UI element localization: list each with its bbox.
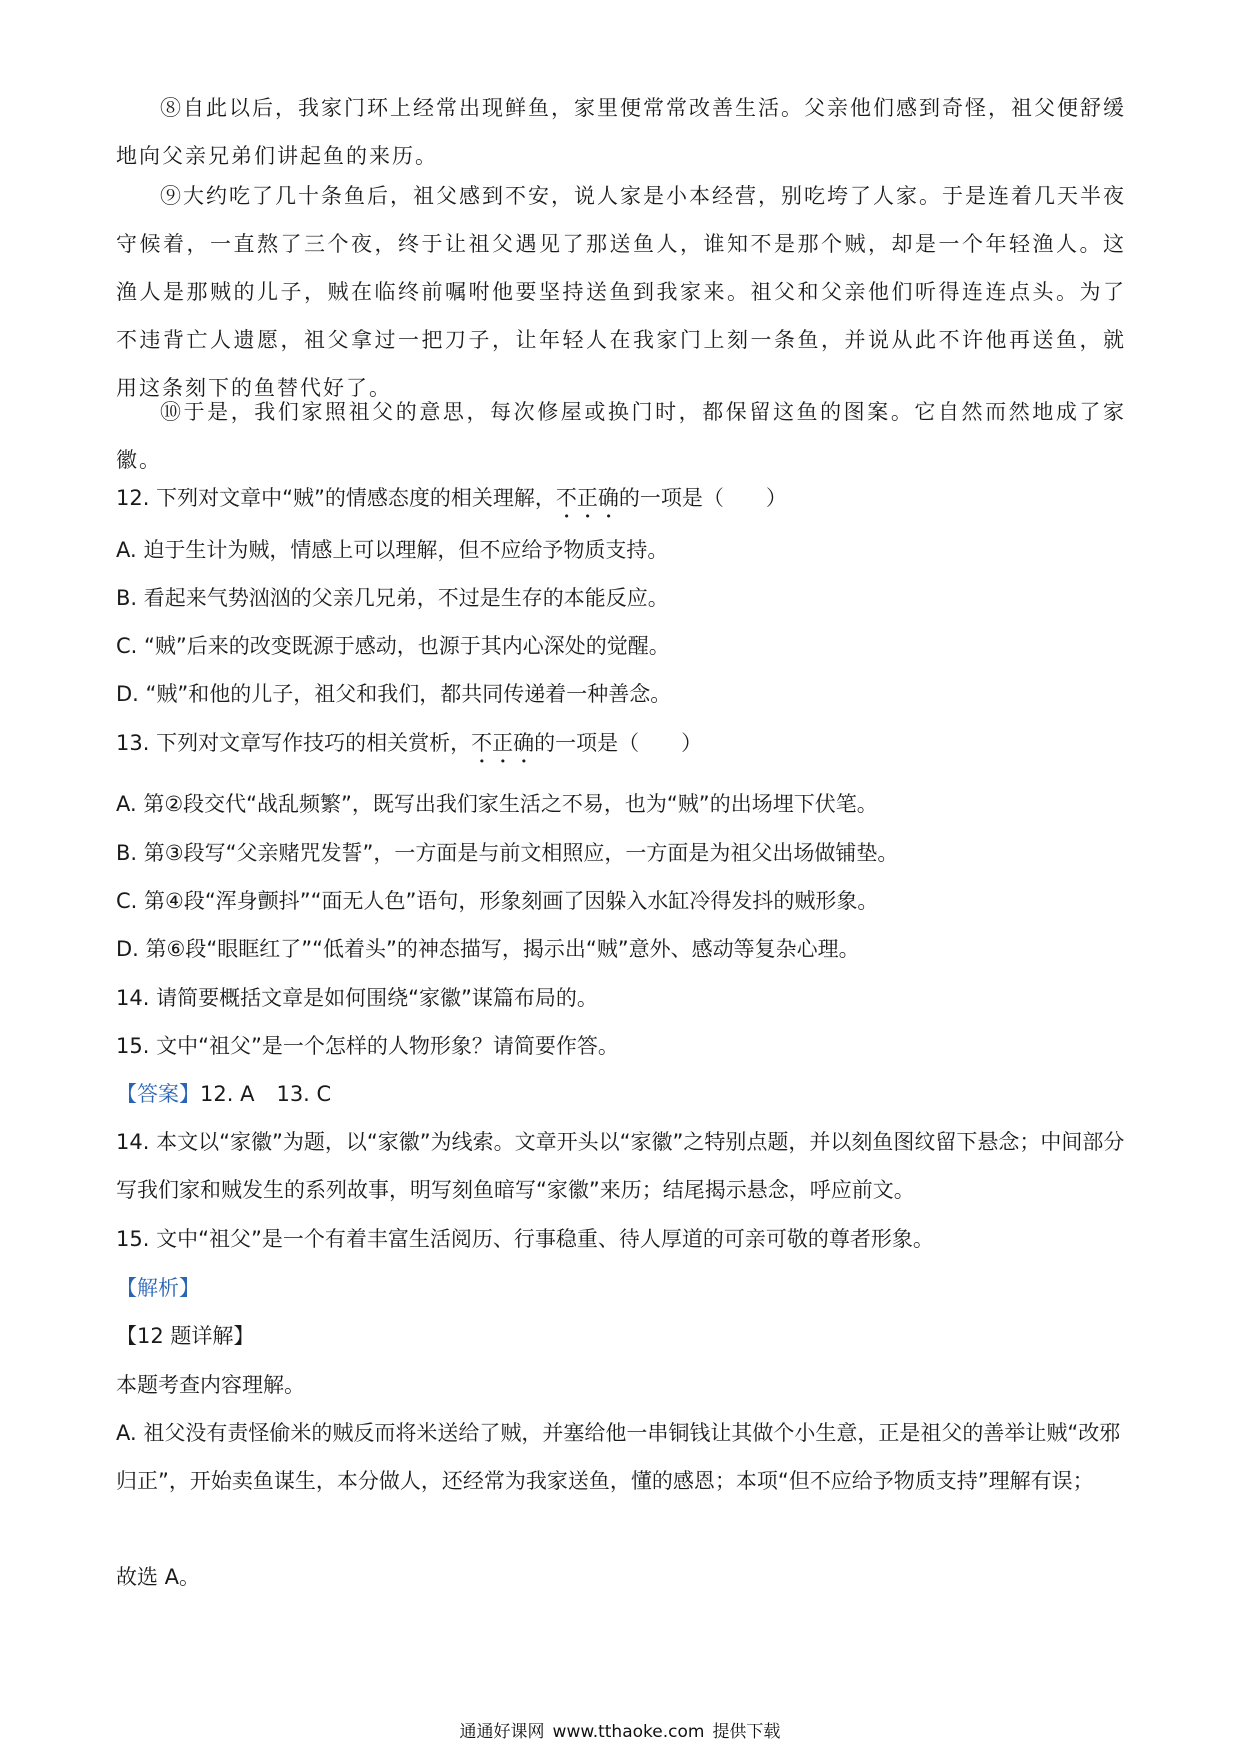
question-13-option-b: B. 第③段写“父亲赌咒发誓”，一方面是与前文相照应，一方面是为祖父出场做铺垫。 <box>116 841 899 865</box>
footer-suffix: 提供下载 <box>712 1722 781 1742</box>
question-13-option-d: D. 第⑥段“眼眶红了”“低着头”的神态描写，揭示出“贼”意外、感动等复杂心理。 <box>116 937 860 961</box>
question-13-stem-before: 13. 下列对文章写作技巧的相关赏析， <box>116 731 472 755</box>
question-12-stem-before: 12. 下列对文章中“贼”的情感态度的相关理解， <box>116 486 556 510</box>
passage-paragraph-9: ⑨大约吃了几十条鱼后，祖父感到不安，说人家是小本经营，别吃垮了人家。于是连着几天半夜守候着，一直熬了三个夜，终于让祖父遇见了那送鱼人，谁知不是那个贼，却是一个年轻渔人。这渔人是那贼的儿子，贼在临终前嘱咐他要坚持送鱼到我家来。祖父和父亲他们听得连连点头。为了不违背亡人遗愿，祖父拿过一把刀子，让年轻人在我家门上刻一条鱼，并说从此不许他再送鱼，就用这条刻下的鱼替代好了。 <box>116 184 1126 400</box>
question-12-stem-emphasis: 不正确 <box>555 486 619 510</box>
analysis-label: 【解析】 <box>116 1276 200 1300</box>
question-12-option-c: C. “贼”后来的改变既源于感动，也源于其内心深处的觉醒。 <box>116 634 670 658</box>
answer-15: 15. 文中“祖父”是一个有着丰富生活阅历、行事稳重、待人厚道的可亲可敬的尊者形象。 <box>116 1227 934 1251</box>
footer-url[interactable]: www.tthaoke.com <box>552 1722 705 1742</box>
question-13-stem-emphasis: 不正确 <box>471 731 535 755</box>
question-13-stem-after: 的一项是（ ） <box>534 731 703 755</box>
analysis-detail: A. 祖父没有责怪偷米的贼反而将米送给了贼，并塞给他一串铜钱让其做个小生意，正是祖父的善举让贼“改邪归正”，开始卖鱼谋生，本分做人，还经常为我家送鱼，懂的感恩；本项“但不应给予物质支持”理解有误； <box>116 1421 1121 1493</box>
passage-paragraph-8: ⑧自此以后，我家门环上经常出现鲜鱼，家里便常常改善生活。父亲他们感到奇怪，祖父便舒缓地向父亲兄弟们讲起鱼的来历。 <box>116 96 1126 168</box>
answer-12: 12. A <box>200 1082 255 1106</box>
question-13-option-a: A. 第②段交代“战乱频繁”，既写出我们家生活之不易，也为“贼”的出场埋下伏笔。 <box>116 792 878 816</box>
analysis-heading: 【12 题详解】 <box>116 1324 255 1348</box>
question-15: 15. 文中“祖父”是一个怎样的人物形象？请简要作答。 <box>116 1034 619 1058</box>
page-footer <box>0 1720 1240 1744</box>
question-13-stem <box>116 728 702 768</box>
question-12-option-d: D. “贼”和他的儿子，祖父和我们，都共同传递着一种善念。 <box>116 682 672 706</box>
answer-14: 14. 本文以“家徽”为题，以“家徽”为线索。文章开头以“家徽”之特别点题，并以刻鱼图纹留下悬念；中间部分写我们家和贼发生的系列故事，明写刻鱼暗写“家徽”来历；结尾揭示悬念，呼应前文。 <box>116 1130 1125 1202</box>
answer-13: 13. C <box>276 1082 332 1106</box>
answer-line <box>116 1079 331 1109</box>
question-13-option-c: C. 第④段“浑身颤抖”“面无人色”语句，形象刻画了因躲入水缸冷得发抖的贼形象。 <box>116 889 879 913</box>
question-12-option-a: A. 迫于生计为贼，情感上可以理解，但不应给予物质支持。 <box>116 538 669 562</box>
question-14: 14. 请简要概括文章是如何围绕“家徽”谋篇布局的。 <box>116 986 598 1010</box>
answer-label: 【答案】 <box>116 1082 200 1106</box>
analysis-intro: 本题考查内容理解。 <box>116 1373 305 1397</box>
passage-paragraph-10: ⑩于是，我们家照祖父的意思，每次修屋或换门时，都保留这鱼的图案。它自然而然地成了家徽。 <box>116 400 1126 472</box>
analysis-conclusion: 故选 A。 <box>116 1565 201 1589</box>
question-12-option-b: B. 看起来气势汹汹的父亲几兄弟，不过是生存的本能反应。 <box>116 586 669 610</box>
footer-site-name: 通通好课网 <box>459 1722 545 1742</box>
question-12-stem-after: 的一项是（ ） <box>618 486 787 510</box>
question-12-stem <box>116 483 787 523</box>
